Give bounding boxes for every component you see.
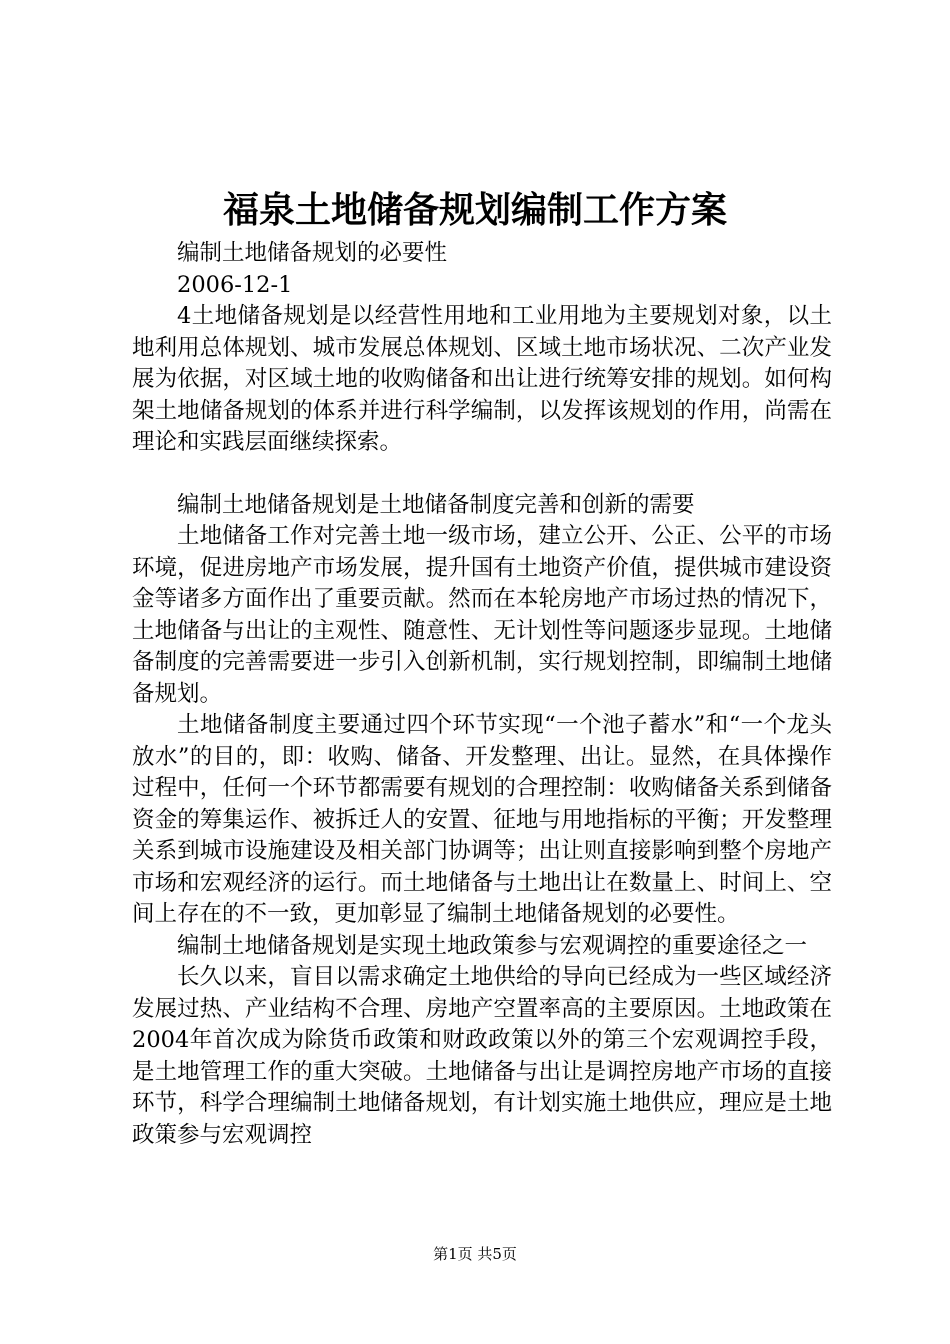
paragraph-heading-necessity: 编制土地储备规划的必要性 <box>177 240 448 266</box>
page-number-footer: 第1页 共5页 <box>433 1245 517 1263</box>
document-title: 福泉土地储备规划编制工作方案 <box>222 189 727 231</box>
paragraph-body: 土地储备制度主要通过四个环节实现“一个池子蓄水”和“一个龙头放水”的目的，即：收购、储备、开发整理、出让。显然，在具体操作过程中，任何一个环节都需要有规划的合理控制：收购储备关系到储备资金的筹集运作、被拆迁人的安置、征地与用地指标的平衡；开发整理关系到城市设施建设及相关部门协调等；出让则直接影响到整个房地产市场和宏观经济的运行。而土地储备与土地出让在数量上、时间上、空间上存在的不一致，更加彰显了编制土地储备规划的必要性。 <box>132 712 832 927</box>
paragraph-body: 长久以来，盲目以需求确定土地供给的导向已经成为一些区域经济发展过热、产业结构不合理、房地产空置率高的主要原因。土地政策在2004年首次成为除货币政策和财政政策以外的第三个宏观调控手段，是土地管理工作的重大突破。土地储备与出让是调控房地产市场的直接环节，科学合理编制土地储备规划，有计划实施土地供应，理应是土地政策参与宏观调控 <box>132 964 832 1148</box>
paragraph-heading-system: 编制土地储备规划是土地储备制度完善和创新的需要 <box>177 491 695 518</box>
paragraph-date: 2006-12-1 <box>177 271 293 298</box>
document-body <box>132 238 832 1151</box>
paragraph-heading-policy: 编制土地储备规划是实现土地政策参与宏观调控的重要途径之一 <box>177 932 808 959</box>
paragraph-intro: 4土地储备规划是以经营性用地和工业用地为主要规划对象，以土地利用总体规划、城市发展总体规划、区域土地市场状况、二次产业发展为依据，对区域土地的收购储备和出让进行统筹安排的规划。如何构架土地储备规划的体系并进行科学编制，以发挥该规划的作用，尚需在理论和实践层面继续探索。 <box>132 303 832 455</box>
paragraph-body: 土地储备工作对完善土地一级市场，建立公开、公正、公平的市场环境，促进房地产市场发展，提升国有土地资产价值，提供城市建设资金等诸多方面作出了重要贡献。然而在本轮房地产市场过热的情况下，土地储备与出让的主观性、随意性、无计划性等问题逐步显现。土地储备制度的完善需要进一步引入创新机制，实行规划控制，即编制土地储备规划。 <box>132 523 832 707</box>
